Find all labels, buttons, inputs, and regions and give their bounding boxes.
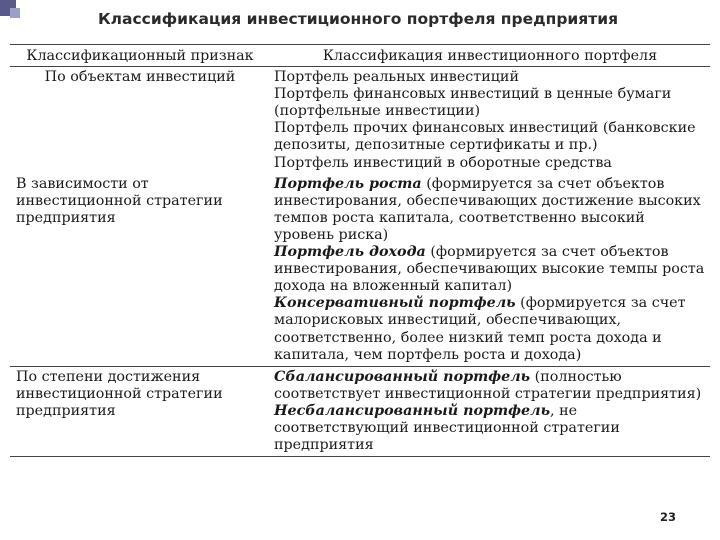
row-criterion: По объектам инвестиций xyxy=(44,69,236,86)
header-criterion: Классификационный признак xyxy=(10,45,268,67)
item-name: Портфель роста xyxy=(274,175,422,192)
row-classifications xyxy=(268,67,710,174)
classification-item xyxy=(274,176,706,244)
page-title: Классификация инвестиционного портфеля предприятия xyxy=(98,10,619,28)
item-text: , не соответствующий инвестиционной стратегии предприятия xyxy=(274,402,620,454)
item-text: (формируется за счет малорисковых инвестиций, обеспечивающих, соответственно, более низкий темп роста дохода и капитала, чем портфель роста и дохода) xyxy=(274,295,686,363)
item-text: (полностью соответствует инвестиционной стратегии предприятия) xyxy=(274,368,702,402)
classification-item xyxy=(274,295,706,363)
classification-item xyxy=(274,155,706,172)
item-name: Портфель дохода xyxy=(274,244,426,261)
classification-item xyxy=(274,369,706,403)
header-classification: Классификация инвестиционного портфеля xyxy=(268,45,710,67)
item-text: Портфель инвестиций в оборотные средства xyxy=(274,154,612,171)
item-text: (формируется за счет объектов инвестирования, обеспечивающих высокие темпы роста дохода на вложенный капитал) xyxy=(274,244,705,295)
table-row xyxy=(10,174,710,367)
item-text: (формируется за счет объектов инвестирования, обеспечивающих достижение высоких темпов роста капитала, соответственно высокий уровень риска) xyxy=(274,175,701,243)
row-criterion: В зависимости от инвестиционной стратегии предприятия xyxy=(16,175,223,226)
item-text: Портфель финансовых инвестиций в ценные бумаги (портфельные инвестиции) xyxy=(274,86,672,120)
item-name: Сбалансированный портфель xyxy=(274,368,531,385)
table-row xyxy=(10,366,710,456)
classification-item xyxy=(274,86,706,120)
classification-item xyxy=(274,244,706,295)
classification-item xyxy=(274,403,706,454)
table-row xyxy=(10,67,710,174)
row-classifications xyxy=(268,366,710,456)
row-classifications xyxy=(268,174,710,367)
page-number: 23 xyxy=(660,510,677,524)
row-criterion: По степени достижения инвестиционной стратегии предприятия xyxy=(10,366,268,456)
table-header-row xyxy=(10,45,710,67)
item-text: Портфель прочих финансовых инвестиций (банковские депозиты, депозитные сертификаты и пр.) xyxy=(274,120,696,154)
item-name: Консервативный портфель xyxy=(274,295,516,312)
item-name: Несбалансированный портфель xyxy=(274,402,551,419)
title-bullet-icon xyxy=(0,0,16,16)
classification-table-frame xyxy=(10,44,710,457)
classification-table xyxy=(10,45,710,456)
item-text: Портфель реальных инвестиций xyxy=(274,69,519,86)
classification-item xyxy=(274,120,706,154)
classification-item xyxy=(274,69,706,86)
